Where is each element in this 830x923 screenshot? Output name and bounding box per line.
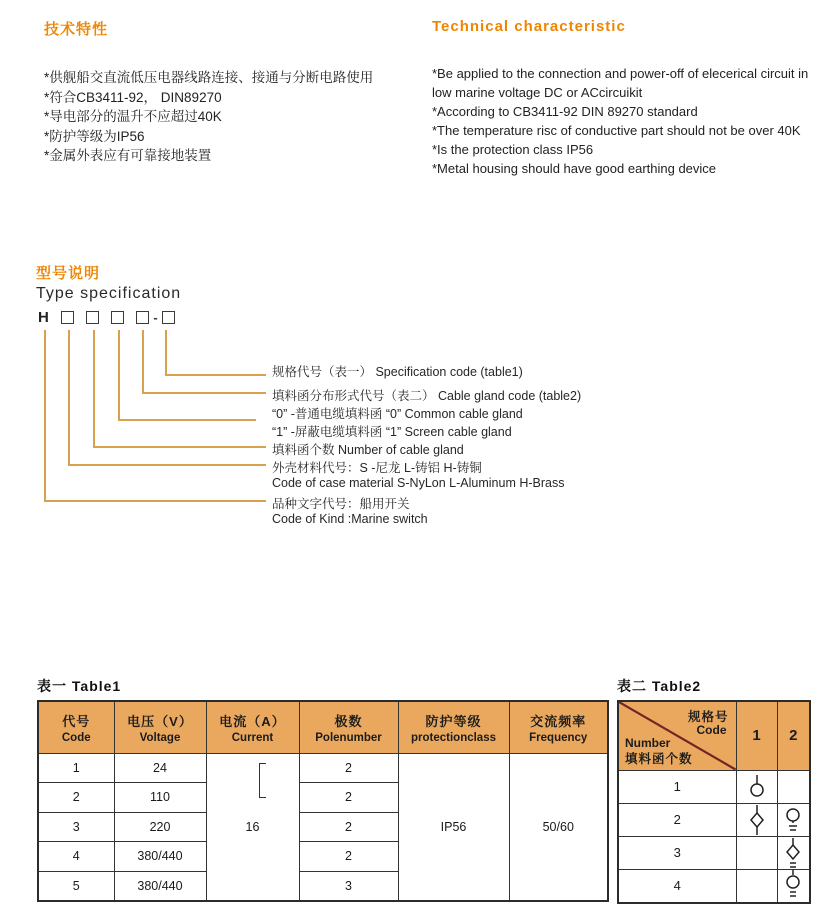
diamond-chain-icon xyxy=(781,837,805,869)
cell-code: 5 xyxy=(38,871,114,901)
cell-code: 2 xyxy=(38,783,114,813)
table2-header-col1: 1 xyxy=(736,701,777,770)
callout-material-en: Code of case material S-NyLon L-Aluminum H-Brass xyxy=(272,476,565,490)
circle-stem-top-icon xyxy=(745,773,769,801)
model-code-box-2 xyxy=(86,311,99,324)
cell-pole: 2 xyxy=(299,783,398,813)
cell-voltage: 220 xyxy=(114,812,206,842)
connector-box4 xyxy=(143,330,266,393)
table1-header-current: 电流（A） Current xyxy=(206,701,299,753)
callout-option-1: “1” -屏蔽电缆填料函 “1” Screen cable gland xyxy=(272,425,512,439)
tech-title-zh: 技术特性 xyxy=(44,21,109,38)
type-spec-title-zh: 型号说明 xyxy=(36,265,101,282)
corner-code-zh: 规格号 xyxy=(687,710,729,724)
tech-item: *供舰船交直流低压电器线路连接、接通与分断电路使用 xyxy=(44,70,374,85)
connector-box1 xyxy=(69,330,266,465)
callout-kind-zh: 品种文字代号：船用开关 xyxy=(272,497,410,511)
cell-symbol-empty xyxy=(777,770,810,803)
table2-corner-cell xyxy=(618,701,736,770)
table1-header-row xyxy=(38,701,608,753)
cell-voltage: 380/440 xyxy=(114,842,206,872)
model-code-dash: - xyxy=(153,310,158,325)
model-code-box-1 xyxy=(61,311,74,324)
callout-gland-number: 填料函个数 Number of cable gland xyxy=(272,443,464,457)
type-spec-title-en: Type specification xyxy=(36,285,182,302)
table2-row xyxy=(618,803,810,836)
tech-title-en: Technical characteristic xyxy=(432,18,626,35)
tech-item: *导电部分的温升不应超过40K xyxy=(44,109,222,124)
cell-symbol xyxy=(777,836,810,869)
tech-list-zh xyxy=(44,68,426,166)
cell-symbol-empty xyxy=(736,836,777,869)
table1-label: 表一 Table1 xyxy=(37,678,122,694)
tech-item: *The temperature risc of conductive part should not be over 40K xyxy=(432,123,801,138)
model-code-letter: H xyxy=(38,309,49,326)
connector-letter xyxy=(45,330,266,501)
diamond-stem-both-icon xyxy=(745,804,769,836)
cell-code: 3 xyxy=(38,812,114,842)
model-code-row xyxy=(38,309,175,326)
cell-protection: IP56 xyxy=(398,753,509,901)
circle-chain-icon xyxy=(781,870,805,902)
tech-item: *Metal housing should have good earthing device xyxy=(432,161,717,176)
table2-label: 表二 Table2 xyxy=(617,678,702,694)
tech-list-en xyxy=(432,64,824,178)
tech-item: *According to CB3411-92 DIN 89270 standard xyxy=(432,104,698,119)
cell-pole: 2 xyxy=(299,753,398,783)
cell-voltage: 110 xyxy=(114,783,206,813)
cell-symbol xyxy=(777,803,810,836)
tech-characteristics-zh xyxy=(44,18,426,166)
tech-characteristics-en xyxy=(432,18,824,178)
table1-header-code: 代号 Code xyxy=(38,701,114,753)
cell-pole: 2 xyxy=(299,842,398,872)
model-code-box-3 xyxy=(111,311,124,324)
cell-pole: 3 xyxy=(299,871,398,901)
model-code-box-5 xyxy=(162,311,175,324)
tech-item: *Is the protection class IP56 xyxy=(432,142,594,157)
cell-symbol xyxy=(736,803,777,836)
table1-row xyxy=(38,753,608,783)
cell-symbol xyxy=(777,869,810,903)
table2-row xyxy=(618,836,810,869)
cell-current: 16 xyxy=(206,753,299,901)
cell-gland-number: 1 xyxy=(618,770,736,803)
table2-header-row xyxy=(618,701,810,770)
callout-option-0: “0” -普通电缆填料函 “0” Common cable gland xyxy=(272,407,523,421)
callout-material-zh: 外壳材料代号：S -尼龙 L-铸铝 H-铸铜 xyxy=(272,461,482,475)
callout-kind-en: Code of Kind :Marine switch xyxy=(272,512,428,526)
table2-row xyxy=(618,770,810,803)
cell-gland-number: 3 xyxy=(618,836,736,869)
cell-pole: 2 xyxy=(299,812,398,842)
table1-header-protection: 防护等级 protectionclass xyxy=(398,701,509,753)
tech-item: *金属外表应有可靠接地装置 xyxy=(44,148,212,163)
connector-box3 xyxy=(119,330,256,420)
table1-header-polenumber: 极数 Polenumber xyxy=(299,701,398,753)
corner-code-en: Code xyxy=(696,723,727,737)
cell-code: 4 xyxy=(38,842,114,872)
callout-spec-code: 规格代号（表一） Specification code (table1) xyxy=(272,365,523,379)
cell-voltage: 24 xyxy=(114,753,206,783)
tech-item: *符合CB3411-92， DIN89270 xyxy=(44,89,222,105)
cell-symbol-empty xyxy=(736,869,777,903)
table2-row xyxy=(618,869,810,903)
model-code-box-4 xyxy=(136,311,149,324)
table1 xyxy=(37,700,609,902)
cell-frequency: 50/60 xyxy=(509,753,608,901)
circle-ground-icon xyxy=(781,807,805,833)
cell-code: 1 xyxy=(38,753,114,783)
corner-number-zh: 填料函个数 xyxy=(625,751,693,766)
cell-symbol xyxy=(736,770,777,803)
cell-gland-number: 2 xyxy=(618,803,736,836)
cell-gland-number: 4 xyxy=(618,869,736,903)
connector-box5 xyxy=(166,330,266,375)
corner-number-en: Number xyxy=(625,735,671,750)
connector-box2 xyxy=(94,330,266,447)
cell-voltage: 380/440 xyxy=(114,871,206,901)
table2 xyxy=(617,700,811,904)
table1-header-voltage: 电压（V） Voltage xyxy=(114,701,206,753)
callout-gland-code: 填料函分布形式代号（表二） Cable gland code (table2) xyxy=(272,389,582,403)
tech-item: *Be applied to the connection and power-off of elecerical circuit in low marine voltage DC or ACcircuikit xyxy=(432,66,809,100)
tech-item: *防护等级为IP56 xyxy=(44,128,145,144)
table1-header-frequency: 交流频率 Frequency xyxy=(509,701,608,753)
table2-header-col2: 2 xyxy=(777,701,810,770)
